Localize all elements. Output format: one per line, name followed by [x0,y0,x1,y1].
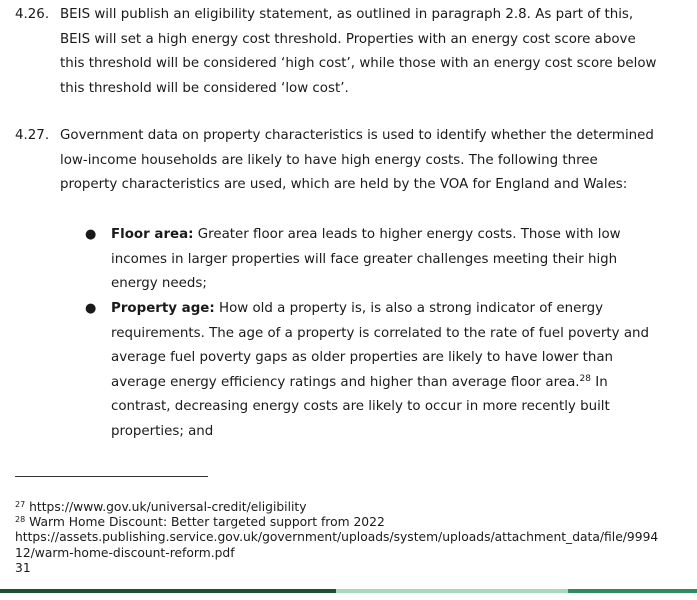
paragraph-body [60,124,680,198]
bullet-dot-icon: ● [85,227,97,242]
bullet-body [111,223,681,297]
bullet-line: average fuel poverty gaps as older properties are likely to have lower than [111,350,614,366]
page-number: 31 [15,560,31,575]
bullet-first-line [111,223,681,248]
bullet-dot-icon: ● [85,301,97,316]
bullet-line: requirements. The age of a property is correlated to the rate of fuel poverty and [111,325,650,341]
footnote-ref-28[interactable]: 28 [579,373,591,384]
footnote-link[interactable]: https://www.gov.uk/universal-credit/eligibility [25,500,307,514]
bullet-term: Property age: [111,301,215,316]
paragraph-body [60,3,680,101]
paragraph-line: low-income households are likely to have high energy costs. The following three [60,152,598,168]
bullet-line: energy needs; [111,276,207,292]
footnote-separator [15,476,208,477]
bullet-text: How old a property is, is also a strong indicator of energy [214,301,604,316]
bullet-line: properties; and [111,423,214,439]
footnote-mark: 28 [15,515,26,525]
bullet-line: contrast, decreasing energy costs are likely to occur in more recently built [111,399,610,415]
bullet-line-with-ref [111,371,681,396]
footnote-28 [15,515,685,530]
bullet-text: Greater floor area leads to higher energy costs. Those with low [193,227,621,242]
paragraph-line: BEIS will publish an eligibility statement, as outlined in paragraph 2.8. As part of this, [60,7,634,22]
paragraph-line: Government data on property characteristics is used to identify whether the determined [60,128,654,143]
bar-segment-mid [568,589,697,593]
bullet-text: In [590,374,608,390]
paragraph-number: 4.27. [15,128,50,143]
bullet-line: incomes in larger properties will face greater challenges meeting their high [111,251,618,267]
bullet-term: Floor area: [111,227,194,242]
footnote-mark: 27 [15,500,26,509]
bullet-text: average energy efficiency ratings and higher than average floor area. [111,374,580,390]
footnote-text: Warm Home Discount: Better targeted support from 2022 [25,515,385,530]
bar-segment-light [336,589,568,593]
paragraph-line: this threshold will be considered ‘low cost’. [60,80,349,96]
footnote-url-line[interactable]: https://assets.publishing.service.gov.uk/government/uploads/system/uploads/attachment_data/file/9994 [15,530,659,545]
footnote-url-line[interactable]: 12/warm-home-discount-reform.pdf [15,545,235,560]
paragraph-line: this threshold will be considered ‘high cost’, while those with an energy cost score below [60,56,657,72]
footnote-27 [15,500,685,515]
bullet-body [111,297,681,445]
footnotes [15,500,685,576]
bullet-first-line [111,297,681,322]
paragraph-line: property characteristics are used, which are held by the VOA for England and Wales: [60,177,628,193]
bottom-color-bar [0,589,697,593]
paragraph-line: BEIS will set a high energy cost threshold. Properties with an energy cost score above [60,31,636,47]
bar-segment-dark [0,589,336,593]
paragraph-number: 4.26. [15,7,50,22]
